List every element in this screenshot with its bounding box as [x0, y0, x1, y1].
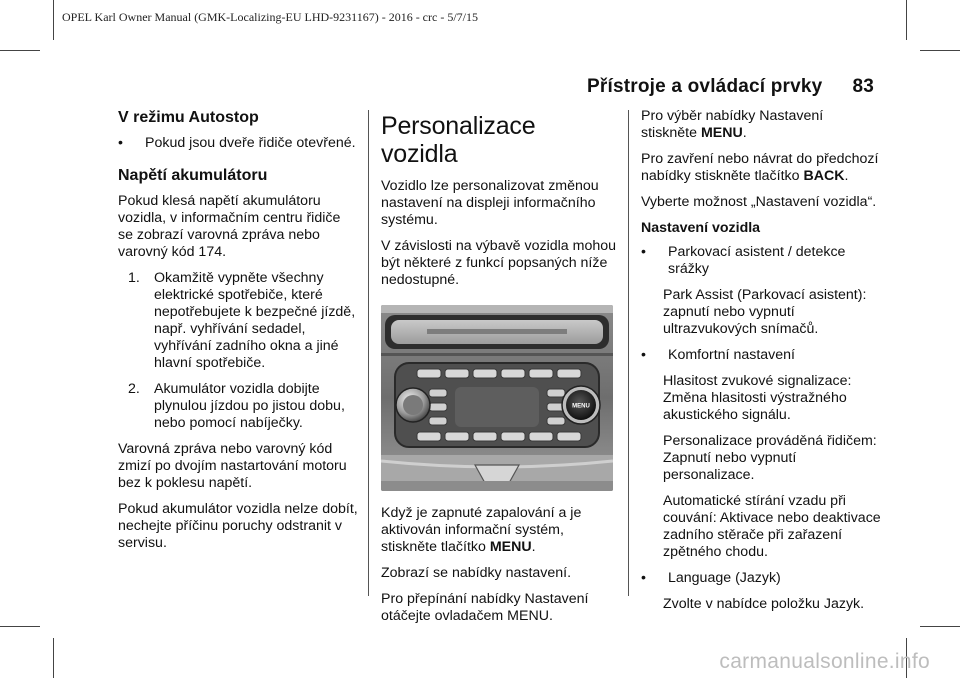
running-head — [587, 76, 874, 98]
driver-personalization-text: Personalizace prováděná řidičem: Zapnutí nebo vypnutí personalizace. — [663, 433, 877, 483]
column-right — [641, 108, 881, 622]
section-title: Přístroje a ovládací prvky — [587, 76, 823, 97]
crop-mark-top-left-h — [0, 50, 40, 51]
select-instruction — [641, 108, 881, 142]
heading-vehicle-settings: Nastavení vozidla — [641, 220, 761, 236]
bullet-mark: • — [118, 135, 123, 151]
infotainment-panel-figure — [381, 305, 613, 491]
menu-key: MENU — [489, 539, 532, 555]
availability-note: V závislosti na výbavě vozidla mohou být některé z funkcí popsaných níže nedostupné. — [381, 238, 617, 288]
personalization-intro: Vozidlo lze personalizovat změnou nastavení na displeji informačního systému. — [381, 178, 599, 228]
menus-shown-text: Zobrazí se nabídky nastavení. — [381, 565, 572, 581]
ignition-instruction — [381, 505, 617, 556]
language-bullet-text: Language (Jazyk) — [668, 570, 781, 586]
comfort-bullet-text: Komfortní nastavení — [668, 347, 795, 363]
crop-mark-top-left-v — [53, 0, 54, 40]
back-instruction — [641, 151, 881, 185]
bullet-mark: • — [641, 244, 646, 260]
crop-mark-bottom-left-h — [0, 626, 40, 627]
autostop-bullet — [118, 135, 358, 152]
service-paragraph: Pokud akumulátor vozidla nelze dobít, nechejte příčinu poruchy odstranit v servisu. — [118, 501, 358, 551]
back-text: Pro zavření nebo návrat do předchozí nabídky stiskněte tlačítko — [641, 151, 879, 184]
column-divider-1 — [368, 110, 369, 596]
menu-knob-label: MENU — [572, 403, 590, 410]
select-text: Pro výběr nabídky Nastavení stiskněte — [641, 108, 824, 141]
ignition-end: . — [531, 539, 536, 555]
back-end: . — [844, 168, 849, 184]
column-middle — [381, 108, 617, 634]
heading-battery-voltage: Napětí akumulátoru — [118, 167, 268, 184]
switching-text: Pro přepínání nabídky Nastavení otáčejte ovladačem MENU. — [381, 591, 589, 624]
select-end: . — [742, 125, 747, 141]
step-number: 2. — [128, 381, 140, 397]
battery-intro: Pokud klesá napětí akumulátoru vozidla, v informačním centru řidiče se zobrazí varovná zpráva nebo varovný kód 174. — [118, 193, 341, 260]
comfort-bullet — [641, 347, 881, 364]
parking-bullet-text: Parkovací asistent / detekce srážky — [668, 244, 846, 277]
choose-instruction: Vyberte možnost „Nastavení vozidla“. — [641, 194, 877, 210]
ignition-text: Když je zapnuté zapalování a je aktivován informační systém, stiskněte tlačítko — [381, 505, 582, 555]
crop-mark-bottom-left-v — [53, 638, 54, 678]
auto-rear-wipe-text: Automatické stírání vzadu při couvání: Aktivace nebo deaktivace zadního stěrače při zařazení zpětného chodu. — [663, 493, 881, 560]
step-2 — [118, 381, 358, 432]
language-bullet — [641, 570, 881, 587]
bullet-mark: • — [641, 570, 646, 586]
document-meta: OPEL Karl Owner Manual (GMK-Localizing-EU LHD-9231167) - 2016 - crc - 5/7/15 — [62, 10, 478, 24]
parking-bullet — [641, 244, 881, 278]
crop-mark-bottom-right-h — [920, 626, 960, 627]
heading-autostop: V režimu Autostop — [118, 109, 259, 126]
crop-mark-top-right-v — [906, 0, 907, 40]
back-key: BACK — [803, 168, 845, 184]
column-left — [118, 108, 358, 561]
bullet-mark: • — [641, 347, 646, 363]
infotainment-panel-illustration — [381, 305, 613, 491]
park-assist-text: Park Assist (Parkovací asistent): zapnutí nebo vypnutí ultrazvukových snímačů. — [663, 287, 867, 337]
step-number: 1. — [128, 270, 140, 286]
language-text: Zvolte v nabídce položku Jazyk. — [663, 596, 865, 612]
warning-paragraph: Varovná zpráva nebo varovný kód zmizí po dvojím nastartování motoru bez k poklesu napětí. — [118, 441, 347, 491]
step-text: Okamžitě vypněte všechny elektrické spotřebiče, které nepotřebujete k bezpečné jízdě, např. vyhřívání sedadel, vyhřívání zadního okna a jiné hlavní spotřebiče. — [154, 270, 356, 371]
step-text: Akumulátor vozidla dobijte plynulou jízdou po jistou dobu, nebo pomocí nabíječky. — [154, 381, 345, 431]
heading-vehicle-personalization: Personalizace vozidla — [381, 112, 536, 168]
menu-key: MENU — [700, 125, 743, 141]
page-number: 83 — [852, 76, 874, 97]
step-1 — [118, 270, 358, 372]
autostop-bullet-text: Pokud jsou dveře řidiče otevřené. — [145, 135, 356, 151]
watermark: carmanualsonline.info — [719, 650, 930, 673]
column-divider-2 — [628, 110, 629, 596]
crop-mark-top-right-h — [920, 50, 960, 51]
chime-volume-text: Hlasitost zvukové signalizace: Změna hlasitosti výstražného akustického signálu. — [663, 373, 852, 423]
